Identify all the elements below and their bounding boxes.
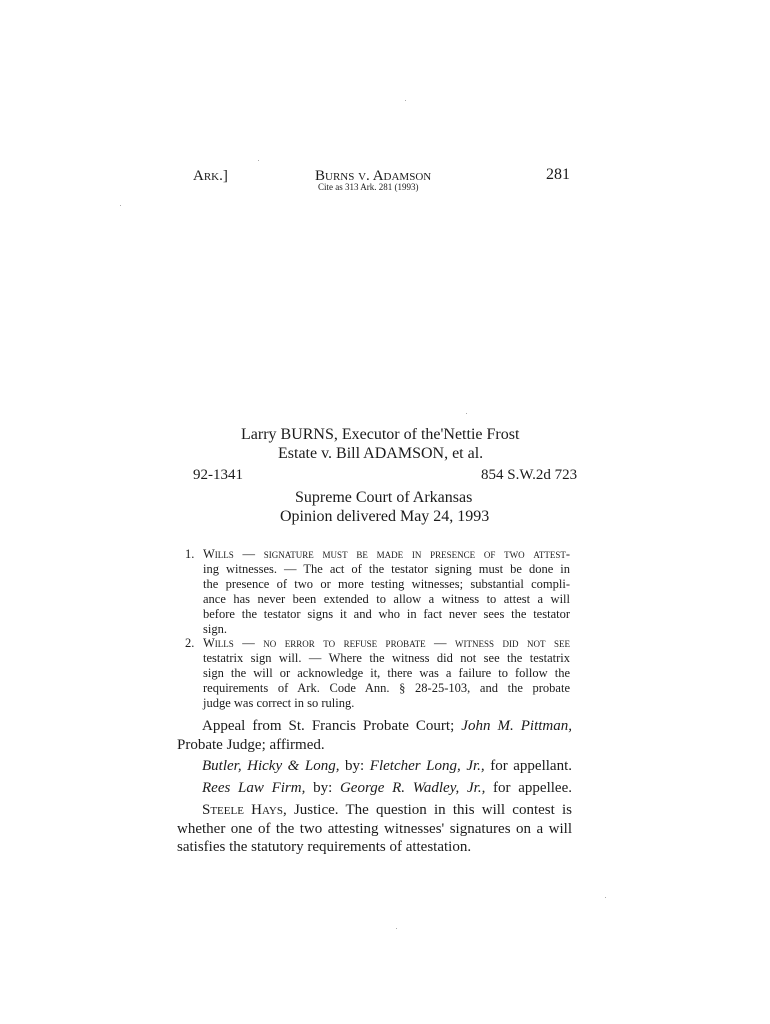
headnote-line: ance has never been extended to allow a witness to attest a will	[203, 592, 570, 606]
headnote-number: 1.	[185, 547, 195, 561]
headnote-text	[203, 547, 570, 637]
scan-speck	[605, 897, 606, 898]
opinion-line-2: whether one of the two attesting witnesses' signatures on a will	[177, 820, 572, 837]
counsel-appellee	[177, 779, 572, 798]
opinion-paragraph	[177, 801, 572, 857]
appeal-line-1	[177, 717, 572, 736]
appeal-court-text: Appeal from St. Francis Probate Court;	[202, 718, 462, 734]
headnote-line: ing witnesses. — The act of the testator signing must be done in	[203, 562, 570, 576]
court-name: Supreme Court of Arkansas	[295, 489, 473, 506]
appellant-firm: Butler, Hicky & Long,	[202, 758, 340, 774]
headnote-line: the presence of two or more testing witnesses; substantial compli-	[203, 577, 570, 591]
opinion-line-1-text: Justice. The question in this will contest is	[286, 802, 572, 818]
running-header-reporter: Ark.]	[193, 168, 228, 184]
running-header-citation: Cite as 313 Ark. 281 (1993)	[318, 182, 419, 192]
appellee-by: by:	[305, 780, 340, 796]
appeal-line-2: Probate Judge; affirmed.	[177, 736, 325, 753]
headnote-line: judge was correct in so ruling.	[203, 696, 355, 710]
case-caption-line-1: Larry BURNS, Executor of the'Nettie Frost	[241, 426, 520, 443]
counsel-appellee-line	[177, 779, 572, 798]
appellee-attorney: George R. Wadley, Jr.,	[339, 780, 486, 796]
opinion-line-1	[177, 801, 572, 820]
case-title-text: Burns v. Adamson	[315, 168, 432, 184]
appellee-role: for appellee.	[485, 780, 572, 796]
case-caption-line-2: Estate v. Bill ADAMSON, et al.	[278, 445, 484, 462]
scan-speck	[405, 100, 406, 101]
headnote-line: Wills — signature must be made in presence of two attest-	[203, 547, 570, 561]
judge-name: John M. Pittman,	[461, 718, 573, 734]
headnote-text	[203, 636, 570, 711]
scan-speck	[258, 160, 259, 161]
opinion-date: Opinion delivered May 24, 1993	[280, 508, 490, 525]
counsel-appellant-line	[177, 757, 572, 776]
scan-speck	[120, 205, 121, 206]
appellee-firm: Rees Law Firm,	[202, 780, 306, 796]
headnote-line: Wills — no error to refuse probate — witness did not see	[203, 636, 570, 650]
appellant-attorney: Fletcher Long, Jr.,	[369, 758, 485, 774]
appeal-paragraph	[177, 717, 572, 754]
scan-speck	[466, 413, 467, 414]
appellant-by: by:	[339, 758, 370, 774]
scan-speck	[396, 928, 397, 929]
counsel-appellant	[177, 757, 572, 776]
headnote-line: before the testator signs it and who in fact never sees the testator	[203, 607, 570, 621]
headnote-line: testatrix sign will. — Where the witness did not see the testatrix	[203, 651, 570, 665]
headnote-line: sign.	[203, 622, 227, 636]
opinion-line-3: satisfies the statutory requirements of attestation.	[177, 839, 472, 856]
opinion-author: Steele Hays,	[202, 802, 287, 818]
docket-number: 92-1341	[193, 467, 243, 483]
headnote-line: requirements of Ark. Code Ann. § 28-25-103, and the probate	[203, 681, 570, 695]
headnote-line: sign the will or acknowledge it, there was a failure to follow the	[203, 666, 570, 680]
headnote-number: 2.	[185, 636, 195, 650]
reporter-citation: 854 S.W.2d 723	[481, 467, 578, 483]
appellant-role: for appellant.	[484, 758, 572, 774]
page-number: 281	[546, 166, 570, 183]
